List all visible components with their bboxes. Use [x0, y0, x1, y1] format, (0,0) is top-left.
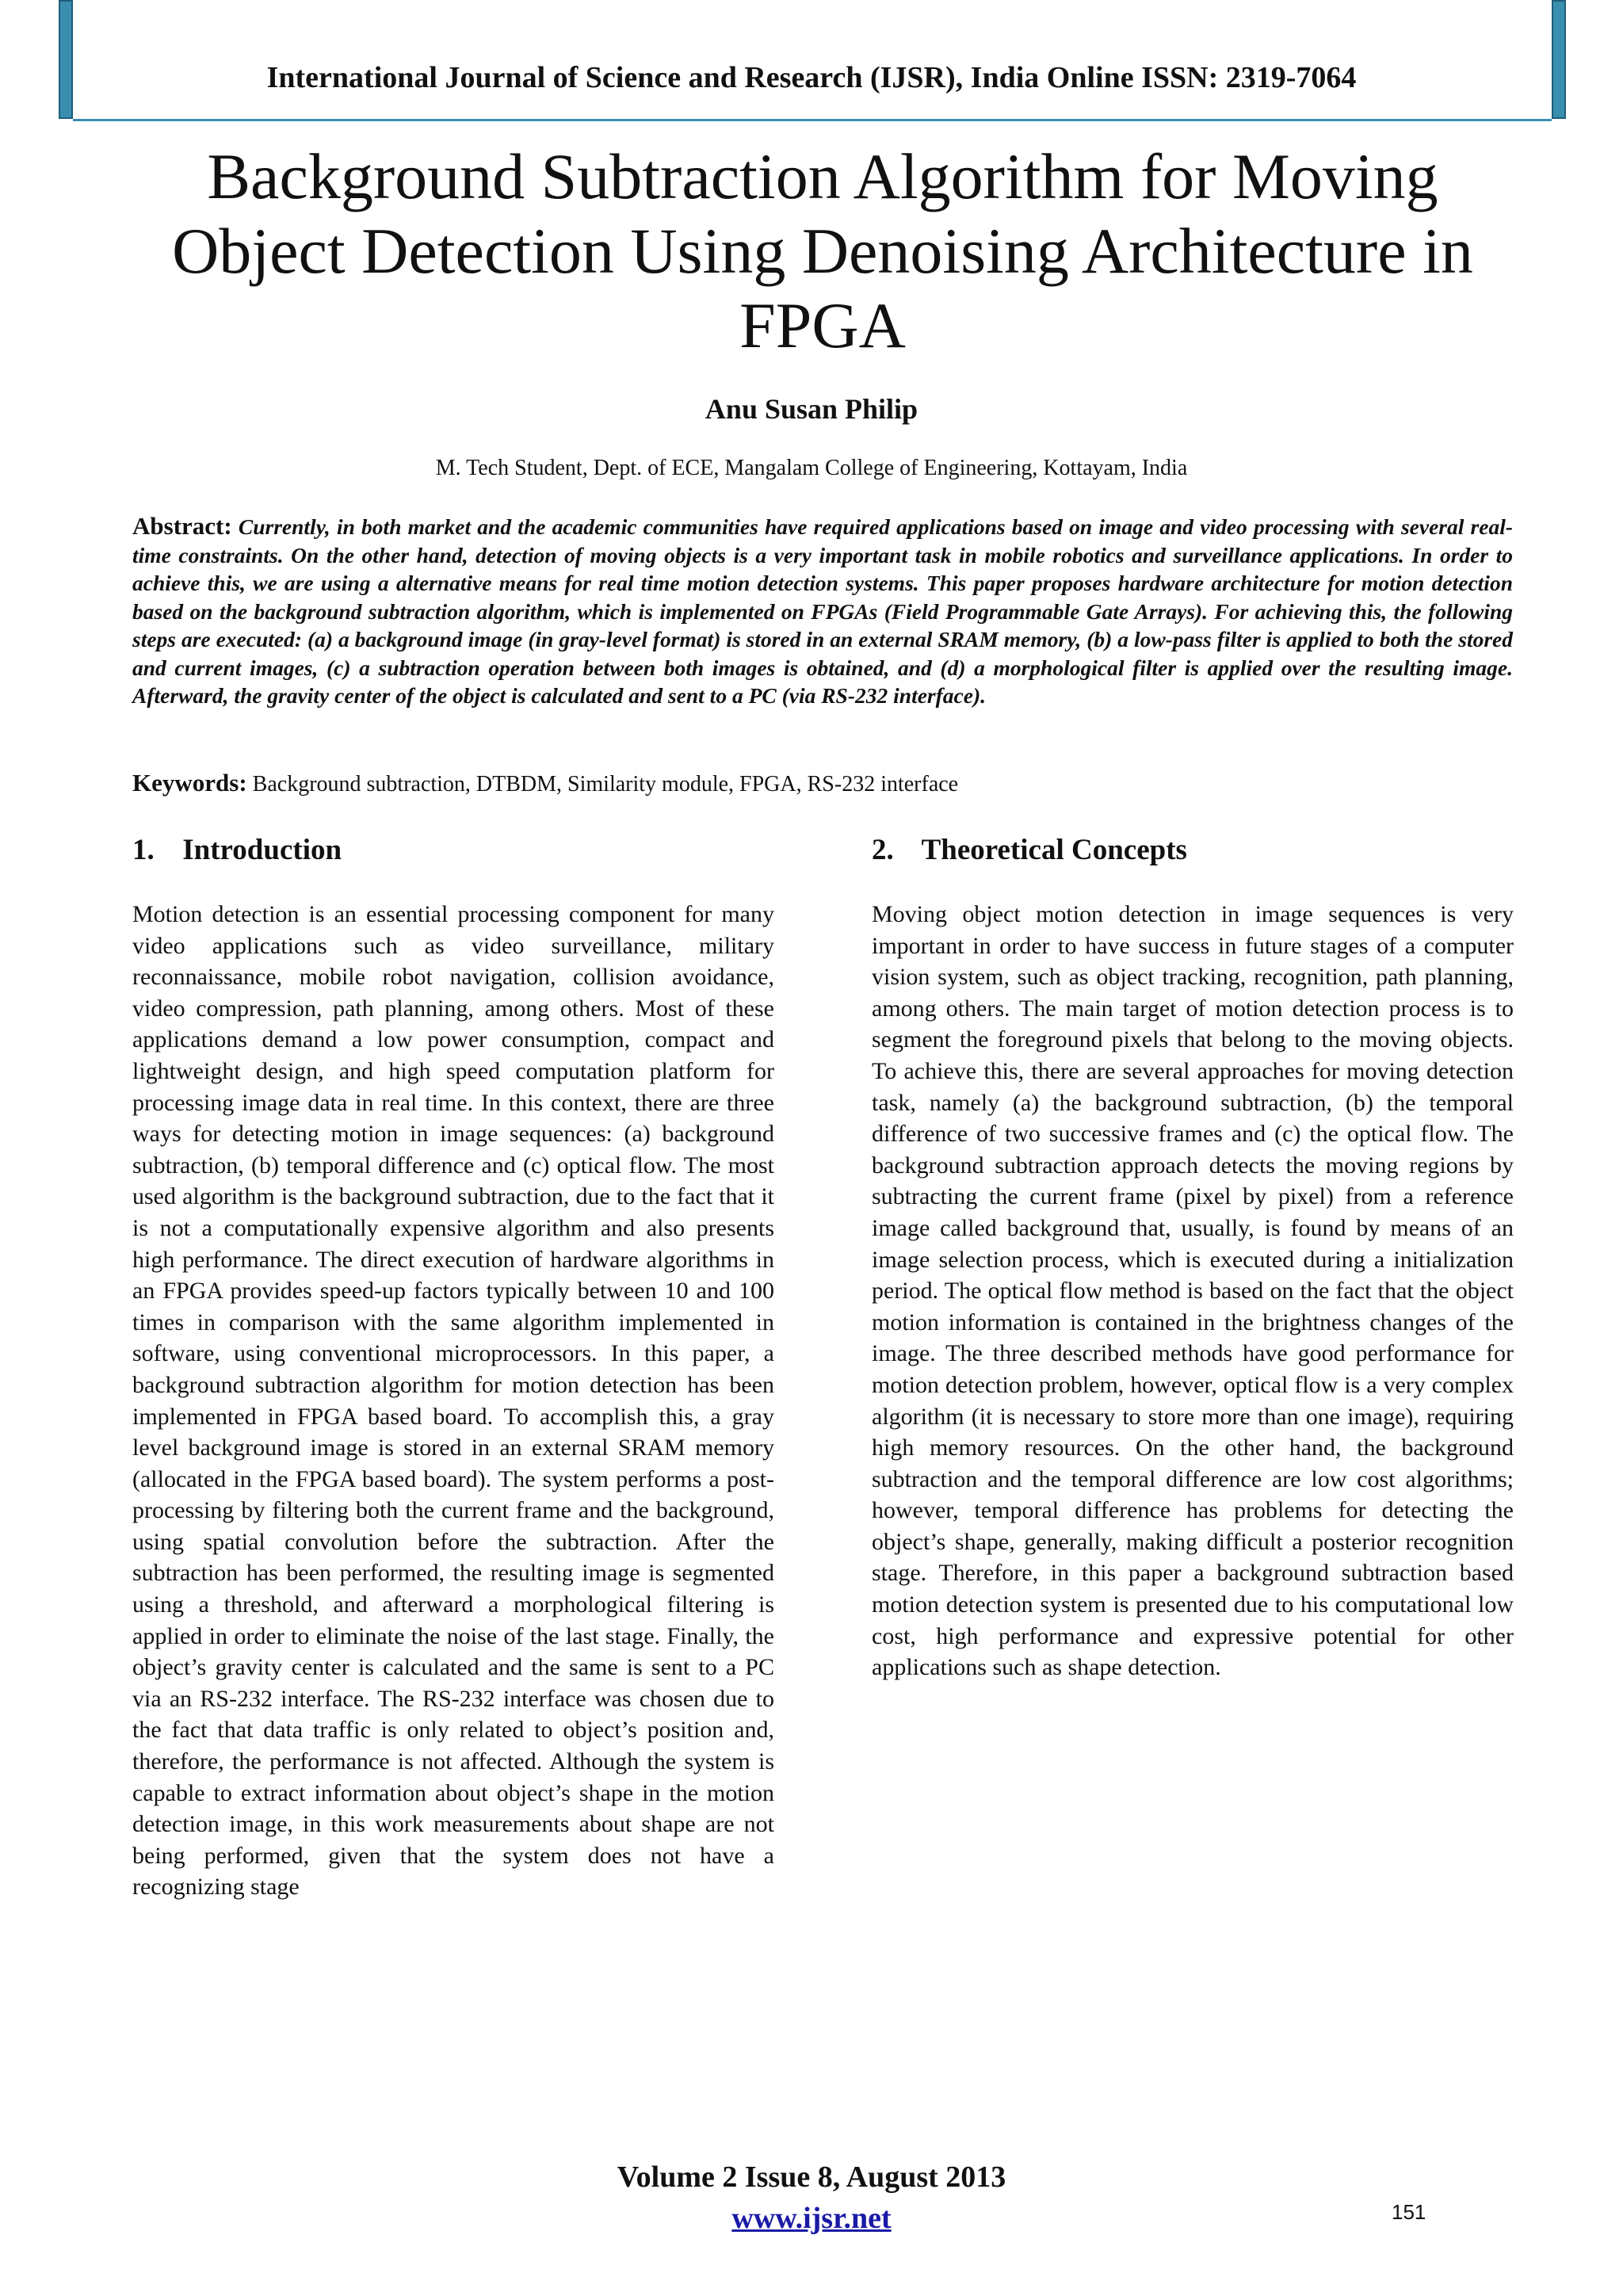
abstract-text: Currently, in both market and the academic communities have required applications based on image and video processing with several real-time constraints. On the other hand, detection of moving objects is a very important task in mobile robotics and surveillance applications. In order to achieve this, we are using a alternative means for real time motion detection systems. This paper proposes hardware architecture for motion detection based on the background subtraction algorithm, which is implemented on FPGAs (Field Programmable Gate Arrays). For achieving this, the following steps are executed: (a) a background image (in gray-level format) is stored in an external SRAM memory, (b) a low-pass filter is applied to both the stored and current images, (c) a subtraction operation between both images is obtained, and (d) a morphological filter is applied over the resulting image. Afterward, the gravity center of the object is calculated and sent to a PC (via RS-232 interface). [132, 514, 1513, 708]
journal-header: International Journal of Science and Research (IJSR), India Online ISSN: 2319-7064 [266, 61, 1357, 94]
section-heading [872, 831, 1514, 870]
section-heading [132, 831, 774, 870]
section-body: Motion detection is an essential processing component for many video applications such as video surveillance, military reconnaissance, mobile robot navigation, collision avoidance, video compression, path planning, among others. Most of these applications demand a low power consumption, compact and lightweight design, and high speed computation platform for processing image data in real time. In this context, there are three ways for detecting motion in image sequences: (a) background subtraction, (b) temporal difference and (c) optical flow. The most used algorithm is the background subtraction, due to the fact that it is not a computationally expensive algorithm and also presents high performance. The direct execution of hardware algorithms in an FPGA provides speed-up factors typically between 10 and 100 times in comparison with the same algorithm implemented in software, using conventional microprocessors. In this paper, a background subtraction algorithm for motion detection has been implemented in FPGA based board. To accomplish this, a gray level background image is stored in an external SRAM memory (allocated in the FPGA based board). The system performs a post-processing by filtering both the current frame and the background, using spatial convolution before the subtraction. After the subtraction has been performed, the resulting image is segmented using a threshold, and afterward a morphological filtering is applied in order to eliminate the noise of the last stage. Finally, the object’s gravity center is calculated and the same is sent to a PC via an RS-232 interface. The RS-232 interface was chosen due to the fact that data traffic is only related to object’s position and, therefore, the performance is not affected. Although the system is capable to extract information about object’s shape in the motion detection image, in this work measurements about shape are not being performed, given that the system does not have a recognizing stage [132, 901, 774, 1901]
author-affiliation: M. Tech Student, Dept. of ECE, Mangalam College of Engineering, Kottayam, India [435, 456, 1188, 480]
author-name: Anu Susan Philip [705, 393, 918, 425]
section-title: Introduction [182, 834, 342, 866]
section-number: 2. [872, 834, 894, 866]
footer-url-link[interactable]: www.ijsr.net [731, 2202, 892, 2235]
section-title: Theoretical Concepts [921, 834, 1187, 866]
keywords-text: Background subtraction, DTBDM, Similarity module, FPGA, RS-232 interface [252, 772, 959, 797]
footer-volume: Volume 2 Issue 8, August 2013 [617, 2160, 1006, 2194]
keywords [132, 769, 1513, 797]
paper-title: Background Subtraction Algorithm for Moving Object Detection Using Denoising Architecture in FPGA [172, 140, 1473, 361]
keywords-label: Keywords: [132, 769, 247, 797]
header-right-bar [1552, 0, 1566, 119]
header-rule [73, 119, 1552, 121]
page-number: 151 [1392, 2200, 1426, 2224]
header-left-bar [59, 0, 73, 119]
section-introduction [132, 831, 774, 1903]
abstract-label: Abstract: [132, 512, 232, 540]
section-body: Moving object motion detection in image sequences is very important in order to have success in future stages of a computer vision system, such as object tracking, recognition, path planning, among others. The main target of motion detection process is to segment the foreground pixels that belong to the moving objects. To achieve this, there are several approaches for moving detection task, namely (a) the background subtraction, (b) the temporal difference of two successive frames and (c) the optical flow. The background subtraction approach detects the moving regions by subtracting the current frame (pixel by pixel) from a reference image called background that, usually, is found by means of an image selection process, which is executed during a initialization period. The optical flow method is based on the fact that the object motion information is contained in the brightness changes of the image. The three described methods have good performance for motion detection problem, however, optical flow is a very complex algorithm (it is necessary to store more than one image), requiring high memory resources. On the other hand, the background subtraction and the temporal difference are low cost algorithms; however, temporal difference has problems for detecting the object’s shape, generally, making difficult a posterior recognition stage. Therefore, in this paper a background subtraction based motion detection system is presented due to his computational low cost, high performance and expressive potential for other applications such as shape detection. [872, 901, 1514, 1681]
section-number: 1. [132, 834, 155, 866]
section-theoretical-concepts [872, 831, 1514, 1683]
abstract [132, 512, 1513, 710]
